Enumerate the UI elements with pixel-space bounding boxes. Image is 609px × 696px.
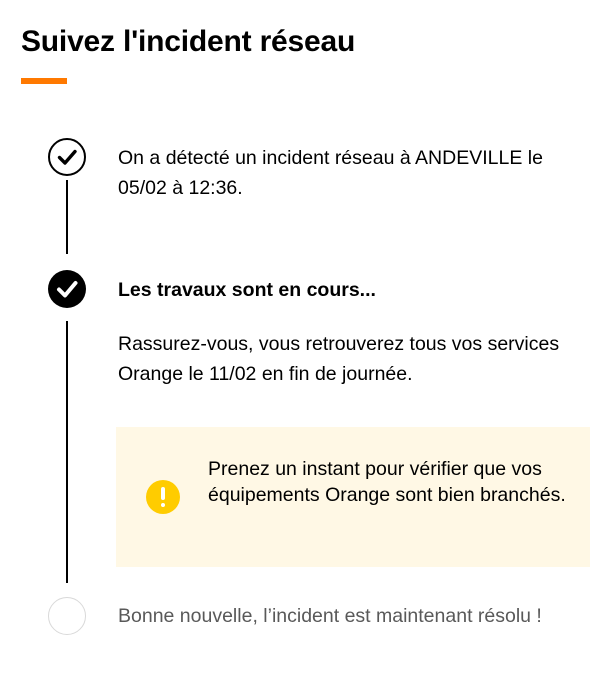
- step-in-progress-text: Rassurez-vous, vous retrouverez tous vos services Orange le 11/02 en fin de journée.: [118, 333, 560, 385]
- notice-text: Prenez un instant pour vérifier que vos équipements Orange sont bien branchés.: [208, 458, 566, 506]
- step-detected-text: On a détecté un incident réseau à ANDEVILLE le 05/02 à 12:36.: [118, 147, 543, 199]
- warning-exclamation-icon: [146, 480, 180, 514]
- timeline-connector: [66, 321, 68, 583]
- check-circle-filled-icon: [48, 270, 86, 308]
- equipment-check-notice: [116, 427, 590, 567]
- title-accent-bar: [21, 78, 67, 84]
- page-title: Suivez l'incident réseau: [21, 25, 356, 58]
- step-in-progress-title: Les travaux sont en cours...: [118, 279, 376, 301]
- check-circle-outline-icon: [48, 138, 86, 176]
- empty-circle-icon: [48, 597, 86, 635]
- step-resolved-text: Bonne nouvelle, l’incident est maintenant résolu !: [118, 605, 542, 627]
- timeline-connector: [66, 180, 68, 254]
